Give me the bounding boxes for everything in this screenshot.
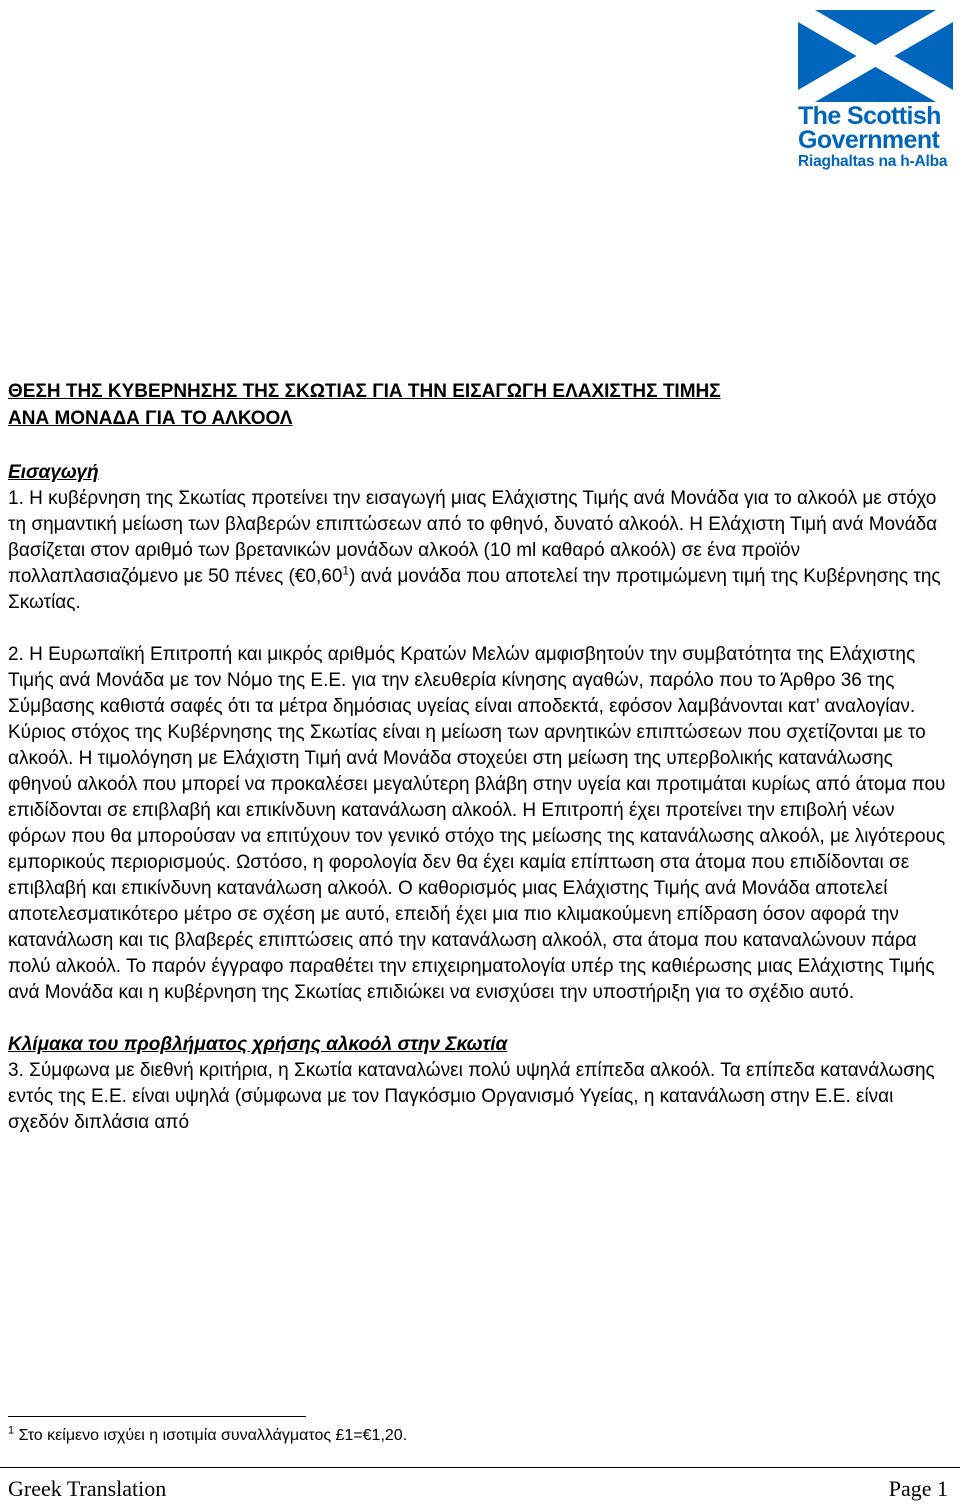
footnote-text: Στο κείμενο ισχύει η ισοτιμία συναλλάγματος £1=€1,20. [14,1427,408,1444]
footnote-separator [8,1416,306,1417]
footnote [8,1425,407,1447]
document-title [8,378,954,432]
paragraph-3: 3. Σύμφωνα με διεθνή κριτήρια, η Σκωτία καταναλώνει πολύ υψηλά επίπεδα αλκοόλ. Τα επίπεδα κατανάλωσης εντός της Ε.Ε. είναι υψηλά (σύμφωνα με τον Παγκόσμιο Οργανισμό Υγείας, η κατανάλωση στην Ε.Ε. είναι σχεδόν διπλάσια από [8,1060,935,1133]
spacer [8,432,954,460]
logo-line-1: The Scottish [798,102,941,130]
footnote-marker: 1 [8,1424,15,1437]
paragraph-2: 2. Η Ευρωπαϊκή Επιτροπή και μικρός αριθμός Κρατών Μελών αμφισβητούν την συμβατότητα της Ελάχιστης Τιμής ανά Μονάδα με τον Νόμο της Ε.Ε. για την ελευθερία κίνησης αγαθών, παρόλο που το Άρθρο 36 της Σύμβασης καθιστά σαφές ότι τα μέτρα δημόσιας υγείας είναι αποδεκτά, εφόσον λαμβάνονται κατ’ αναλογίαν. Κύριος στόχος της Κυβέρνησης της Σκωτίας είναι η μείωση των αρνητικών επιπτώσεων που σχετίζονται με το αλκοόλ. Η τιμολόγηση με Ελάχιστη Τιμή ανά Μονάδα στοχεύει στη μείωση της υπερβολικής κατανάλωσης φθηνού αλκοόλ που μπορεί να προκαλέσει μεγαλύτερη βλάβη στην υγεία και προτιμάται κυρίως από άτομα που επιδίδονται σε επιβλαβή και επικίνδυνη κατανάλωση αλκοόλ. Η Επιτροπή έχει προτείνει την επιβολή νέων φόρων που θα μπορούσαν να επιτύχουν τον γενικό στόχο της μείωσης της κατανάλωσης αλκοόλ, με λιγότερους εμπορικούς περιορισμούς. Ωστόσο, η φορολογία δεν θα έχει καμία επίπτωση στα άτομα που επιδίδονται σε επιβλαβή και επικίνδυνη κατανάλωση αλκοόλ. Ο καθορισμός μιας Ελάχιστης Τιμής ανά Μονάδα αποτελεί αποτελεσματικότερο μέτρο σε σχέση με αυτό, επειδή έχει μια πιο κλιμακούμενη επίδραση όσον αφορά την κατανάλωση και τις βλαβερές επιπτώσεις από την κατανάλωση αλκοόλ, στα άτομα που καταναλώνουν πάρα πολύ αλκοόλ. Το παρόν έγγραφο παραθέτει την επιχειρηματολογία υπέρ της καθιέρωσης μιας Ελάχιστης Τιμής ανά Μονάδα και η κυβέρνηση της Σκωτίας επιδιώκει να ενισχύσει την υποστήριξη για το σχέδιο αυτό. [8,644,946,1003]
paragraph-1 [8,486,954,616]
section-heading-introduction: Εισαγωγή [8,462,99,483]
footer-separator [0,1467,960,1468]
spacer [8,616,954,642]
section-heading-scale: Κλίμακα του προβλήματος χρήσης αλκοόλ στην Σκωτία [8,1034,508,1055]
scottish-government-logo [792,10,960,170]
logo-line-3: Riaghaltas na h-Alba [798,153,948,170]
logo-wordmark [798,104,958,172]
document-title-line-2: ΑΝΑ ΜΟΝΑΔΑ ΓΙΑ ΤΟ ΑΛΚΟΟΛ [8,408,293,429]
paragraph-1-text-end: ) ανά μονάδα που αποτελεί την προτιμώμενη τιμή της Κυβέρνησης της Σκωτίας. [8,566,941,613]
saltire-flag-icon [798,10,953,102]
footer-page-number: Page 1 [888,1476,948,1501]
footer-translation-label: Greek Translation [8,1476,167,1501]
footnote-reference[interactable]: 1 [342,563,350,578]
document-title-line-1: ΘΕΣΗ ΤΗΣ ΚΥΒΕΡΝΗΣΗΣ ΤΗΣ ΣΚΩΤΙΑΣ ΓΙΑ ΤΗΝ ΕΙΣΑΓΩΓΗ ΕΛΑΧΙΣΤΗΣ ΤΙΜΗΣ [8,381,721,402]
spacer [8,1006,954,1032]
logo-line-2: Government [798,126,940,154]
document-body [8,378,954,1136]
paragraph-1-text: 1. Η κυβέρνηση της Σκωτίας προτείνει την εισαγωγή μιας Ελάχιστης Τιμής ανά Μονάδα για το αλκοόλ με στόχο τη σημαντική μείωση των βλαβερών επιπτώσεων από το φθηνό, δυνατό αλκοόλ. Η Ελάχιστη Τιμή ανά Μονάδα βασίζεται στον αριθμό των βρετανικών μονάδων αλκοόλ (10 ml καθαρό αλκοόλ) σε ένα προϊόν πολλαπλασιαζόμενο με 50 πένες (€0,60 [8,488,938,587]
